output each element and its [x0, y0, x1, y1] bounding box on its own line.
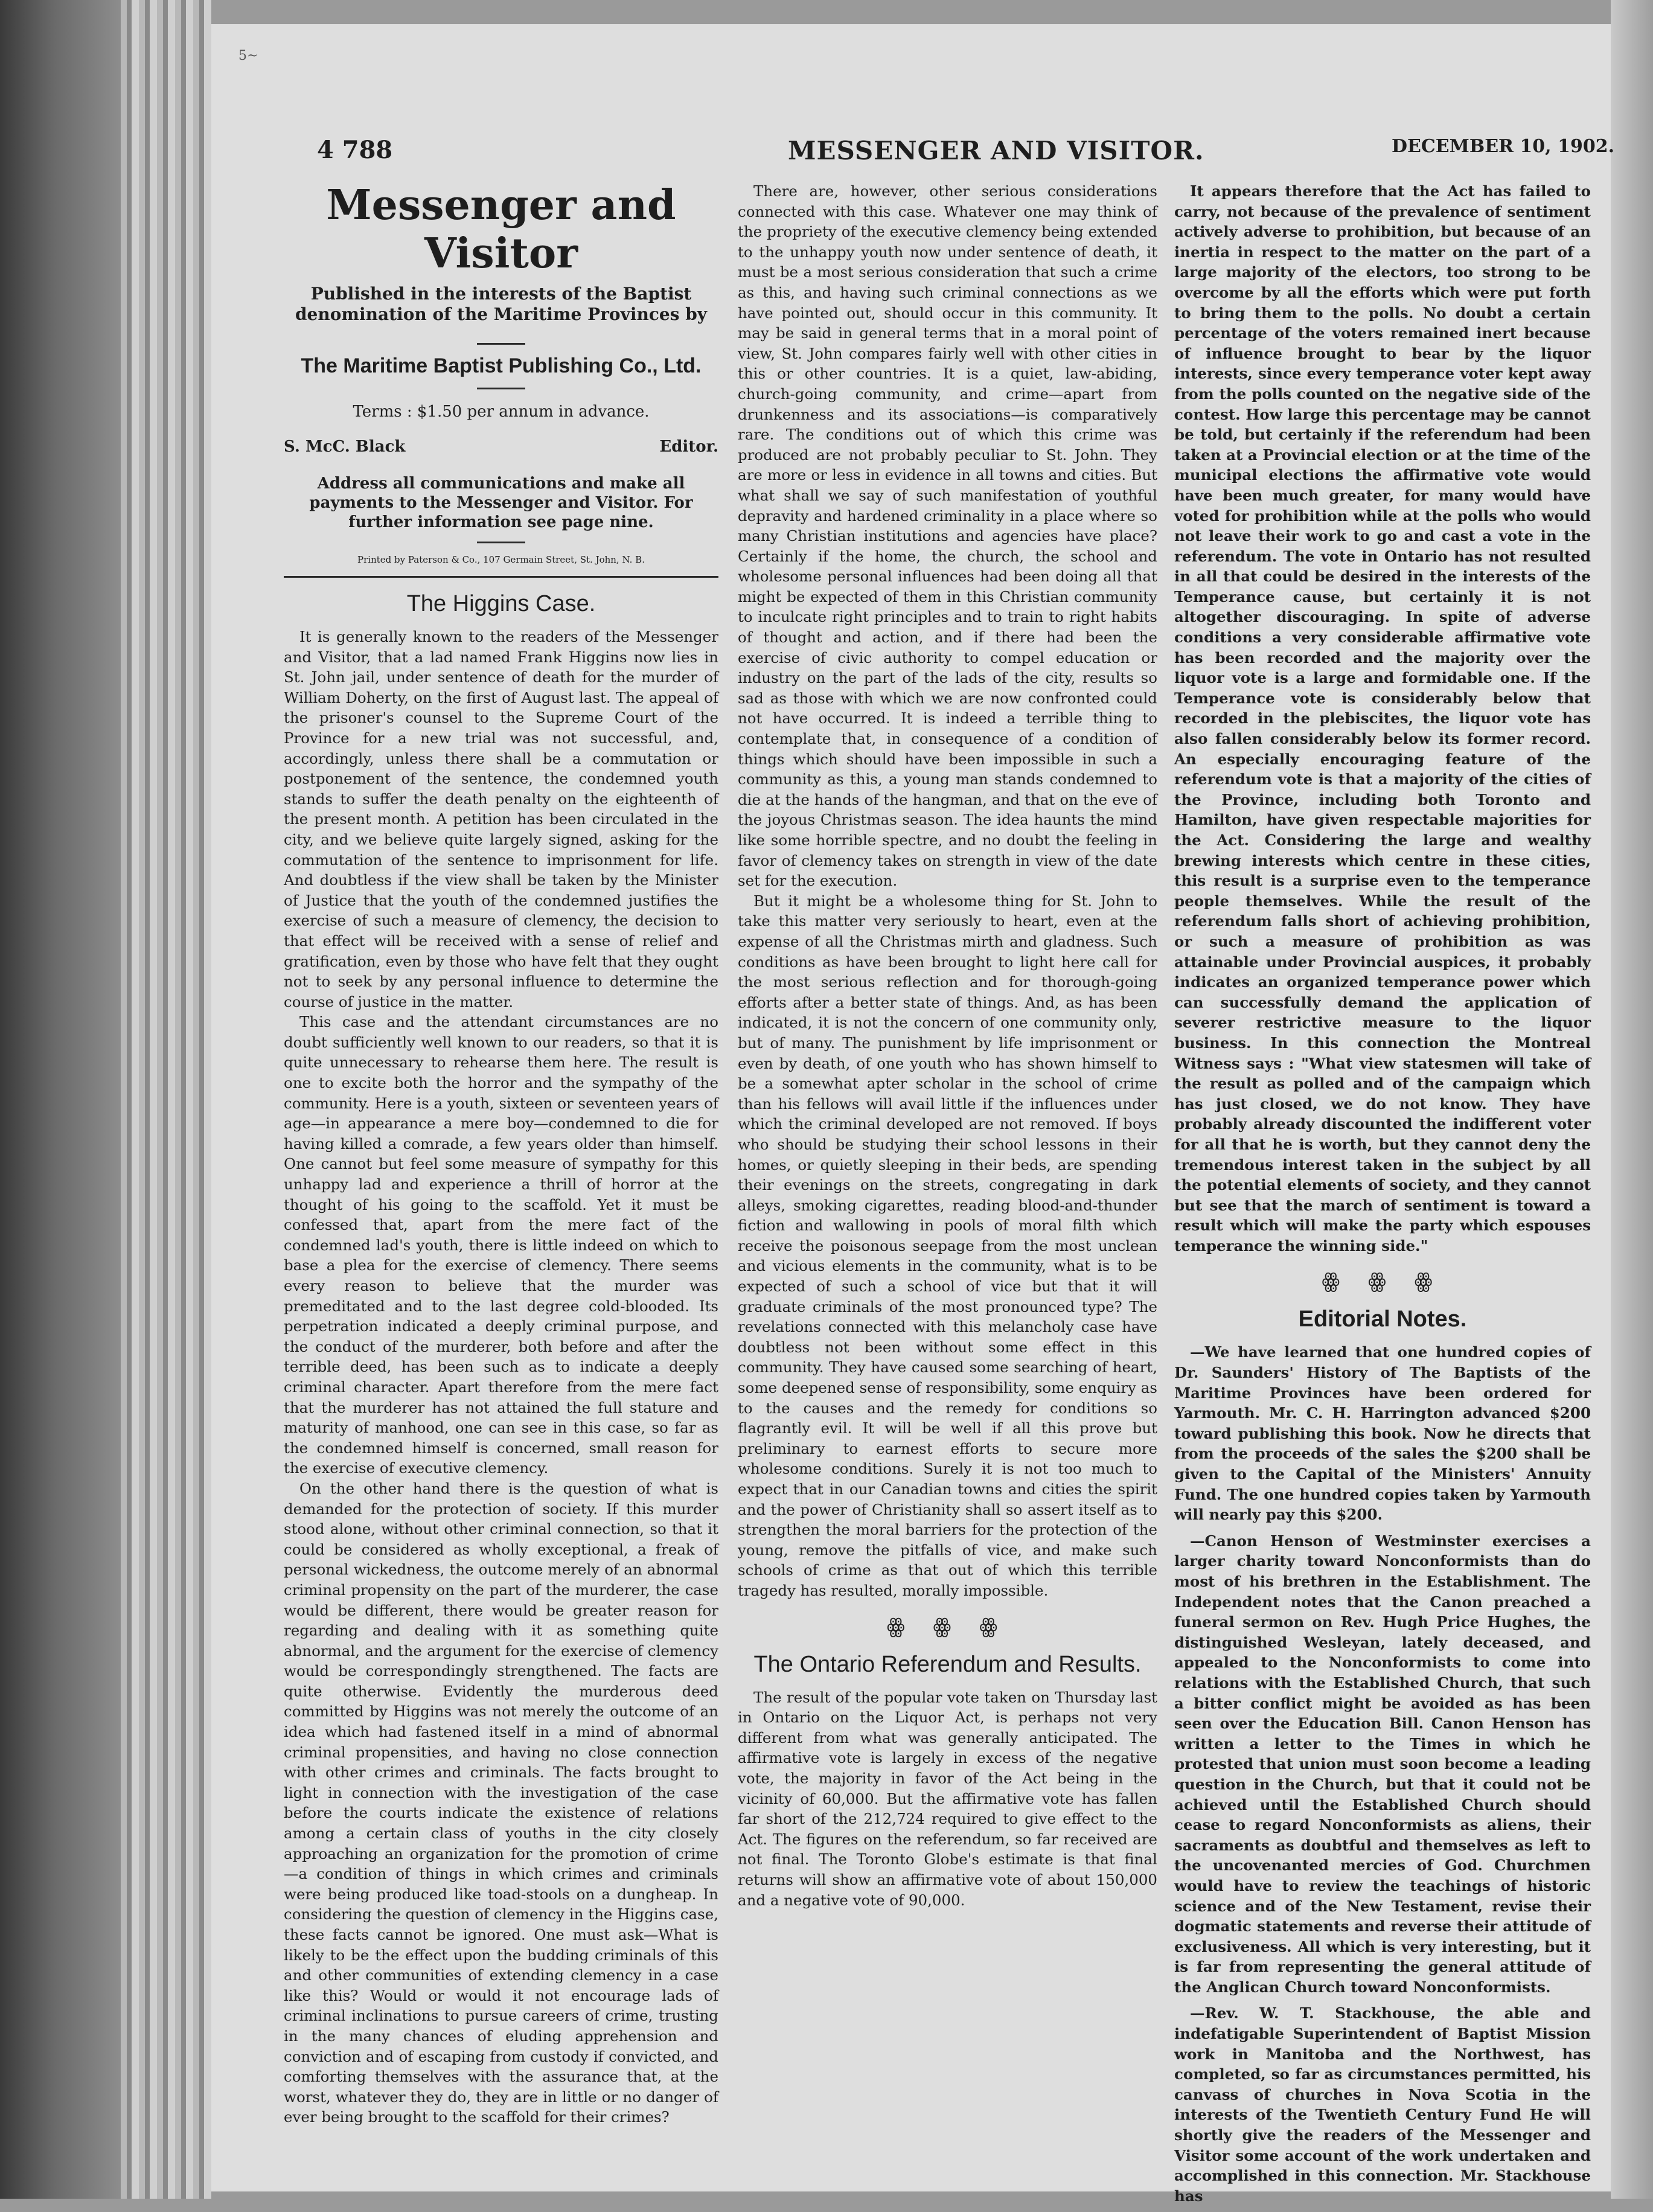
- referendum-paragraph-1: The result of the popular vote taken on Thursday last in Ontario on the Liquor Act, is perhaps not very different from what was generally anticipated. The affirmative vote is largely in excess of the negative vote, the majority in favor of the Act being in the vicinity of 60,000. But the affirmative vote has fallen far short of the 212,724 required to give effect to the Act. The figures on the referendum, so far received are not final. The Toronto Globe's estimate is that final returns will show an affirmative vote of about 150,000 and a negative vote of 90,000.: [738, 1688, 1157, 1909]
- address-notice: Address all communications and make all payments to the Messenger and Visitor. For further information see page nine.: [309, 475, 693, 531]
- page-number: 4 788: [317, 136, 393, 164]
- article-title-editorial-notes: Editorial Notes.: [1298, 1306, 1467, 1332]
- short-rule: [477, 388, 525, 389]
- editorial-note-2: —Canon Henson of Westminster exercises a larger charity toward Nonconformists than do most of his brethren in the Establishment. The Independent notes that the Canon preached a funeral sermon on Rev. Hugh Price Hughes, the distinguished Wesleyan, lately deceased, and appealed to the Nonconformists to come into relations with the Established Church, that such a bitter conflict might be avoided as has been seen over the Education Bill. Canon Henson has written a letter to the Times in which he protested that union must soon become a leading question in the Church, but that it could not be achieved until the Established Church should cease to regard Nonconformists as aliens, their sacraments as doubtful and themselves as left to the uncovenanted mercies of God. Churchmen would have to review the teachings of historic science and of the New Testament, revise their dogmatic statements and reverse their attitude of exclusiveness. All which is very interesting, but it is far from representing the general attitude of the Anglican Church toward Nonconformists.: [1174, 1532, 1591, 1996]
- printer-imprint: Printed by Paterson & Co., 107 Germain Street, St. John, N. B.: [357, 554, 645, 565]
- editor-label: Editor.: [659, 438, 718, 456]
- book-spine-shadow: [0, 0, 121, 2199]
- editorial-note-3: —Rev. W. T. Stackhouse, the able and indefatigable Superintendent of Baptist Mission work in Manitoba and the Northwest, has completed, so far as circumstances permitted, his canvass of churches in Nova Scotia in the interests of the Twentieth Century Fund He will shortly give the readers of the Messenger and Visitor some account of the work undertaken and accomplished in this connection. Mr. Stackhouse has: [1174, 2004, 1591, 2205]
- masthead-title: Messenger and Visitor: [326, 181, 676, 278]
- publishing-company: The Maritime Baptist Publishing Co., Ltd.: [301, 354, 702, 377]
- column-1: [284, 181, 718, 2127]
- right-page-edge: [1611, 0, 1653, 2199]
- editor-line: [284, 438, 718, 456]
- column-2: [738, 181, 1157, 1910]
- corner-pencil-mark: 5~: [238, 48, 258, 63]
- subscription-terms: Terms : $1.50 per annum in advance.: [353, 403, 650, 421]
- higgins-paragraph-1: It is generally known to the readers of the Messenger and Visitor, that a lad named Frank Higgins now lies in St. John jail, under sentence of death for the murder of William Doherty, on the first of August last. The appeal of the prisoner's counsel to the Supreme Court of the Province for a new trial was not successful, and, accordingly, unless there shall be a commutation or postponement of the sentence, the condemned youth stands to suffer the death penalty on the eighteenth of the present month. A petition has been circulated in the city, and we believe quite largely signed, asking for the commutation of the sentence to imprisonment for life. And doubtless if the view shall be taken by the Minister of Justice that the youth of the condemned justifies the exercise of such a measure of clemency, the decision to that effect will be received with a sense of relief and gratification, even by those who have felt that they ought not to seek by any personal influence to determine the course of justice in the matter.: [284, 628, 718, 1011]
- referendum-paragraph-2: It appears therefore that the Act has failed to carry, not because of the prevalence of sentiment actively adverse to prohibition, but because of an inertia in respect to the matter on the part of a large majority of the electors, too strong to be overcome by all the efforts which were put forth to bring them to the polls. No doubt a certain percentage of the voters remained inert because of influence brought to bear by the liquor interests, since every temperance voter kept away from the polls counted on the negative side of the contest. How large this percentage may be cannot be told, but certainly if the referendum had been taken at a Provincial election or at the time of the municipal elections the affirmative vote would have been much greater, for many would have voted for prohibition while at the polls who would not leave their work to go and cast a vote in the referendum. The vote in Ontario has not resulted in all that could be desired in the interests of the Temperance cause, but certainly it is not altogether discouraging. In spite of adverse conditions a very considerable affirmative vote has been recorded and the majority over the liquor vote is a large and formidable one. If the Temperance vote is considerably below that recorded in the plebiscites, the liquor vote has also fallen considerably below its former record. An especially encouraging feature of the referendum vote is that a majority of the cities of the Province, including both Toronto and Hamilton, have given respectable majorities for the Act. Considering the large and wealthy brewing interests which centre in these cities, this result is a surprise even to the temperance people themselves. While the result of the referendum falls short of achieving prohibition, or such a measure of prohibition as was attainable under Provincial auspices, it probably indicates an organized temperance power which can successfully demand the application of severer restrictive measure to the liquor business. In this connection the Montreal Witness says : "What view statesmen will take of the result as polled and of the campaign which has just closed, we do not know. They have probably already discounted the indifferent voter for all that he is worth, but they cannot deny the tremendous interest taken in the subject by all the potential elements of society, and they cannot but see that the march of sentiment is toward a result which will make the party which espouses temperance the winning side.": [1174, 182, 1591, 1255]
- section-ornament: ꙮ ꙮ ꙮ: [886, 1614, 1009, 1638]
- higgins-paragraph-3: On the other hand there is the question of what is demanded for the protection of society. If this murder stood alone, without other criminal connection, so that it could be considered as wholly exceptional, a freak of personal wickedness, the outcome merely of an abnormal criminal propensity on the part of the murderer, the case would be different, there would be greater reason for regarding and dealing with it as something quite abnormal, and the argument for the exercise of clemency would be correspondingly strengthened. The facts are quite otherwise. Evidently the murderous deed committed by Higgins was not merely the outcome of an idea which had fastened itself in a mind of abnormal criminal propensities, and having no close connection with other crimes and criminals. The facts brought to light in connection with the investigation of the case before the courts indicate the existence of relations among a certain class of youths in the city closely approaching an organization for the promotion of crime—a condition of things in which crimes and criminals were being produced like toad-stools on a dungheap. In considering the question of clemency in the Higgins case, these facts cannot be ignored. One must ask—What is likely to be the effect upon the budding criminals of this and other communities of extending clemency in a case like this? Would or would it not encourage lads of criminal inclinations to pursue careers of crime, trusting in the many chances of eluding apprehension and conviction and of escaping from custody if convicted, and comforting themselves with the assurance that, at the worst, whatever they do, they are in little or no danger of ever being brought to the scaffold for their crimes?: [284, 1479, 718, 2126]
- issue-date: DECEMBER 10, 1902.: [1392, 136, 1615, 157]
- editor-name: S. McC. Black: [284, 438, 406, 456]
- column-3: [1174, 181, 1591, 2212]
- short-rule: [477, 542, 525, 543]
- short-rule: [477, 343, 525, 345]
- article-title-referendum: The Ontario Referendum and Results.: [753, 1651, 1142, 1677]
- section-rule: [284, 576, 718, 578]
- editorial-note-1: —We have learned that one hundred copies of Dr. Saunders' History of The Baptists of the Maritime Provinces have been ordered for Yarmouth. Mr. C. H. Harrington advanced $200 toward publishing this book. Now he directs that from the proceeds of the sales the $200 shall be given to the Capital of the Ministers' Annuity Fund. The one hundred copies taken by Yarmouth will nearly pay this $200.: [1174, 1343, 1591, 1524]
- higgins-paragraph-4: There are, however, other serious considerations connected with this case. Whatever one may think of the propriety of the executive clemency being extended to the unhappy youth now under sentence of death, it must be a most serious consideration that such a crime as this, and having such criminal connections as we have pointed out, should occur in this community. It may be said in general terms that in a moral point of view, St. John compares fairly well with other cities in this or other countries. It is a quiet, law-abiding, church-going community, and crime—apart from drunkenness and its associations—is comparatively rare. The conditions out of which this crime was produced are not probably peculiar to St. John. They are more or less in evidence in all towns and cities. But what shall we say of such manifestation of youthful depravity and hardened criminality in a place where so many Christian institutions and agencies have place? Certainly if the home, the church, the school and wholesome personal influences had been doing all that might be expected of them in this Christian community to inculcate right principles and to train to right habits of thought and action, and if there had been the exercise of civic authority to compel education or industry on the part of the lads of the city, results so sad as those with which we are now confronted could not have occurred. It is indeed a terrible thing to contemplate that, in consequence of a condition of things which should have been impossible in such a community as this, a young man stands condemned to die at the hands of the hangman, and that on the eve of the joyous Christmas season. The idea haunts the mind like some horrible spectre, and no doubt the feeling in favor of clemency takes on strength in view of the date set for the execution.: [738, 182, 1157, 890]
- publisher-statement: Published in the interests of the Baptist denomination of the Maritime Provinces by: [295, 284, 708, 324]
- page-stack-edges: [121, 0, 211, 2199]
- running-title: MESSENGER AND VISITOR.: [788, 136, 1204, 165]
- higgins-paragraph-5: But it might be a wholesome thing for St. John to take this matter very seriously to heart, even at the expense of all the Christmas mirth and gladness. Such conditions as have been brought to light here call for the most serious reflection and for thorough-going efforts after a better state of things. And, as has been indicated, it is not the concern of one community only, but of many. The punishment by life imprisonment or even by death, of one youth who has shown himself to be a somewhat apter scholar in the school of crime than his fellows will avail little if the influences under which the criminal developed are not removed. If boys who should be studying their school lessons in their homes, or quietly sleeping in their beds, are spending their evenings on the streets, congregating in dark alleys, smoking cigarettes, reading blood-and-thunder fiction and wallowing in pools of moral filth which receive the poisonous seepage from the most unclean and vicious elements in the community, what is to be expected of such a school of vice but that it will graduate criminals of the most pronounced type? The revelations connected with this melancholy case have doubtless not been without some effect in this community. They have caused some searching of heart, some deepened sense of responsibility, some enquiry as to the causes and the remedy for conditions so flagrantly evil. It will be well if all this prove but preliminary to earnest efforts to secure more wholesome conditions. Surely it is not too much to expect that in our Canadian towns and cities the spirit and the power of Christianity shall so assert itself as to strengthen the moral barriers for the protection of the young, remove the pitfalls of vice, and make such schools of crime as that out of which this terrible tragedy has resulted, morally impossible.: [738, 892, 1157, 1599]
- section-ornament: ꙮ ꙮ ꙮ: [1322, 1269, 1444, 1294]
- higgins-paragraph-2: This case and the attendant circumstances are no doubt sufficiently well known to our readers, so that it is quite unnecessary to rehearse them here. The result is one to excite both the horror and the sympathy of the community. Here is a youth, sixteen or seventeen years of age—in appearance a mere boy—condemned to die for having killed a comrade, a few years older than himself. One cannot but feel some measure of sympathy for this unhappy lad and experience a thrill of horror at the thought of his going to the scaffold. Yet it must be confessed that, apart from the mere fact of the condemned lad's youth, there is little indeed on which to base a plea for the exercise of clemency. There seems every reason to believe that the murder was premeditated and to the last degree cold-blooded. Its perpetration indicated a deeply criminal purpose, and the conduct of the murderer, both before and after the terrible deed, has been such as to indicate a deeply criminal character. Apart therefore from the mere fact that the murderer has not attained the full stature and maturity of manhood, one can see in this case, so far as the condemned himself is concerned, small reason for the exercise of executive clemency.: [284, 1013, 718, 1477]
- article-title-higgins: The Higgins Case.: [406, 591, 596, 616]
